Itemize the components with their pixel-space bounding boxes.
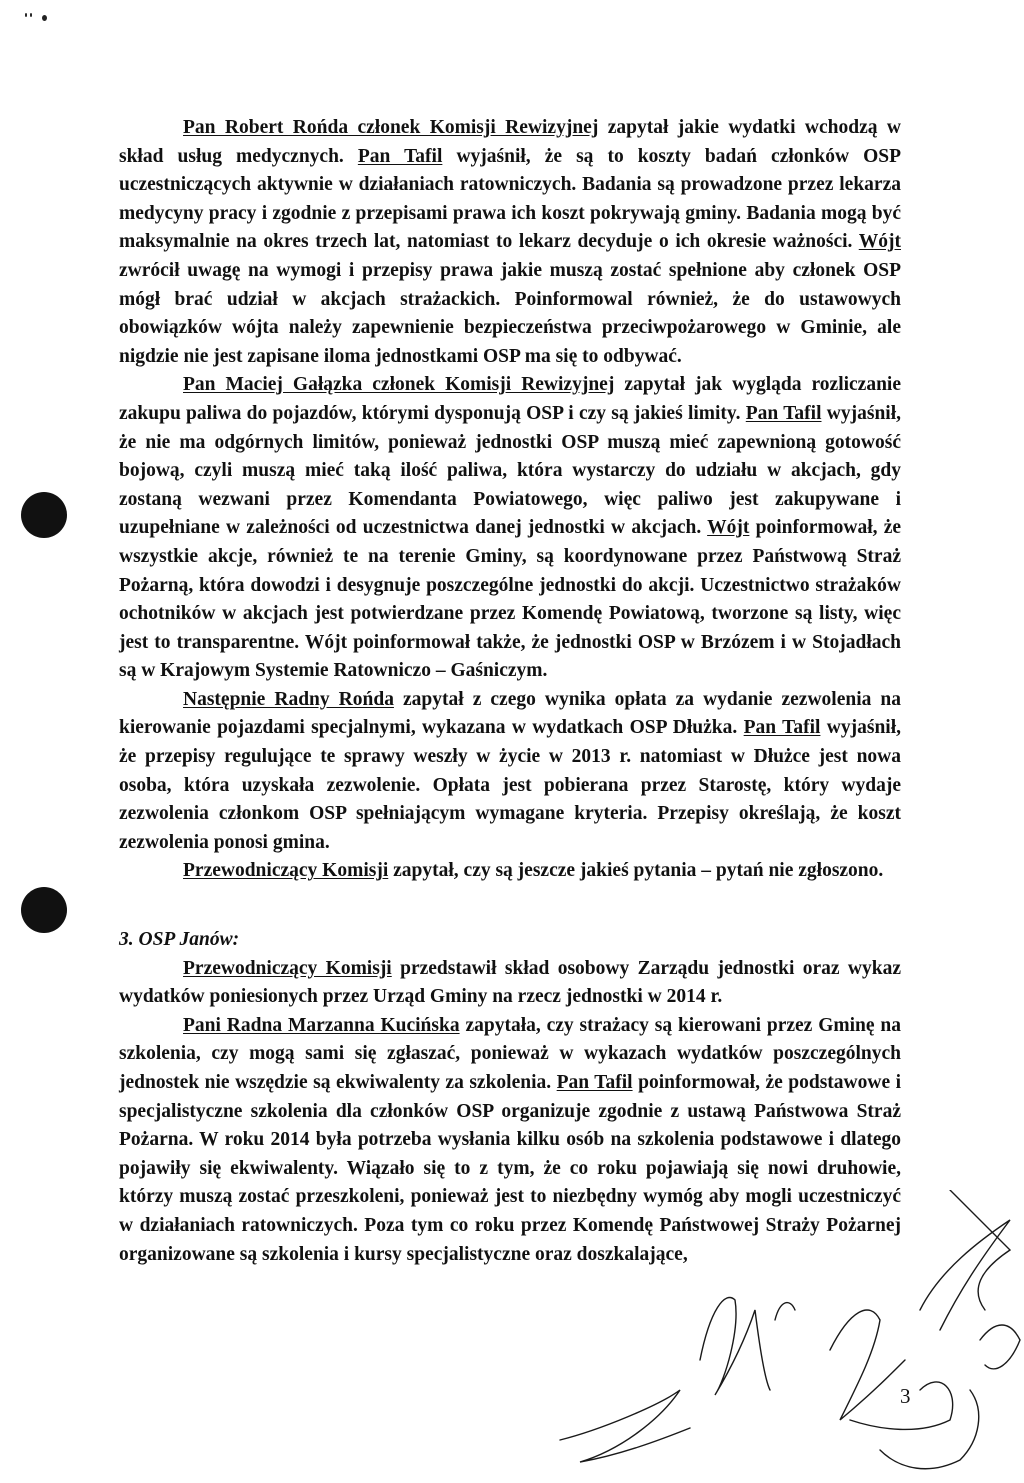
paragraph — [119, 955, 901, 1012]
text: zapytał jakie wydatki wchodzą w skład usług medycznych. — [119, 117, 902, 167]
speaker: Pan Robert Rońda członek Komisji Rewizyjnej — [183, 117, 599, 138]
speaker: Pan Tafil — [743, 717, 821, 739]
text: zapytał, czy są jeszcze jakieś pytania – pytań nie zgłoszono. — [393, 860, 884, 882]
document-body — [119, 114, 901, 1269]
scan-mark — [30, 13, 32, 17]
text: wyjaśnił, że są to koszty badań członków OSP uczestniczących aktywnie w działaniach ratowniczych. Badania są prowadzone przez lekarza medycyny pracy i zgodnie z przepisami prawa ich koszt pokrywają gminy. Badania mogą być maksymalnie na okres trzech lat, natomiast to lekarz decyduje o ich okresie ważności. — [119, 145, 902, 253]
text: zapytała, czy strażacy są kierowani przez Gminę na szkolenia, czy mogą sami się zgłaszać, ponieważ w wykazach wydatków poszczególnych jednostek nie wszędzie są ekwiwalenty za szkolenia. — [119, 1014, 902, 1093]
text: wyjaśnił, że nie ma odgórnych limitów, ponieważ jednostki OSP muszą mieć zapewnioną gotowość bojową, czyli muszą mieć taką ilość paliwa, która wystarczy do udziału w akcjach, gdy zostaną wezwani przez Komendanta Powiatowego, więc paliwo jest zakupywane i uzupełniane w zależności od uczestnictwa danej jednostki w akcjach. — [119, 402, 902, 539]
speaker: Wójt — [858, 231, 901, 253]
paragraph — [119, 114, 901, 371]
text: zapytał z czego wynika opłata za wydanie zezwolenia na kierowanie pojazdami specjalnymi, wykazana w wydatkach OSP Dłużka. — [119, 688, 901, 739]
speaker: Następnie Radny Rońda — [183, 688, 394, 710]
text: wyjaśnił, że przepisy regulujące te sprawy weszły w życie w 2013 r. natomiast w Dłużce jest nowa osoba, która uzyskała zezwolenie. Opłata jest pobierana przez Starostę, który wydaje zezwolenia członkom OSP spełniającym wymagane kryteria. Przepisy określają, że koszt zezwolenia ponosi gmina. — [119, 717, 902, 853]
text: zwrócił uwagę na wymogi i przepisy prawa jakie muszą zostać spełnione aby członek OSP mógł brać udział w akcjach strażackich. Poinformowal również, że do ustawowych obowiązków wójta należy zapewnienie bezpieczeństwa przeciwpożarowego w Gminie, ale nigdzie nie jest zapisane iloma jednostkami OSP ma się to odbywać. — [119, 259, 901, 367]
speaker: Pan Tafil — [556, 1072, 633, 1093]
punch-hole — [21, 887, 67, 933]
text: poinformował, że podstawowe i specjalistyczne szkolenia dla członków OSP organizuje zgodnie z ustawą Państwowa Straż Pożarna. W roku 2014 była potrzeba wysłania kilku osób na szkolenia podstawowe i dlatego pojawiły się ekwiwalenty. Wiązało się to z tym, że co roku pojawiają się nowi druhowie, którzy muszą zostać przeszkoleni, ponieważ jest to niezbędny wymóg aby mogli uczestniczyć w działaniach ratowniczych. Poza tym co roku przez Komendę Państwowej Straży Pożarnej organizowane są szkolenia i kursy specjalistyczne oraz doszkalające, — [119, 1072, 902, 1265]
punch-hole — [21, 492, 67, 538]
speaker: Pan Tafil — [357, 145, 443, 167]
paragraph — [119, 371, 901, 686]
speaker: Przewodniczący Komisji — [183, 957, 392, 979]
scan-mark — [25, 13, 27, 17]
speaker: Pan Tafil — [745, 402, 822, 424]
speaker: Pani Radna Marzanna Kucińska — [183, 1014, 460, 1036]
text: poinformował, że wszystkie akcje, również te na terenie Gminy, są koordynowane przez Państwową Straż Pożarną, która dowodzi i desygnuje poszczególne jednostki do akcji. Uczestnictwo strażaków ochotników w akcjach jest potwierdzane przez Komendę Powiatową, tworzone są listy, więc jest to transparentne. Wójt poinformował także, że jednostki OSP w Brzózem i w Stojadłach są w Krajowym Systemie Ratowniczo – Gaśniczym. — [119, 517, 902, 682]
scan-mark — [42, 15, 47, 21]
paragraph — [119, 686, 901, 858]
speaker: Pan Maciej Gałązka członek Komisji Rewizyjnej — [183, 374, 615, 396]
handwritten-signatures — [540, 1190, 1024, 1483]
paragraph — [119, 857, 901, 886]
speaker: Przewodniczący Komisji — [183, 860, 389, 882]
section-heading: 3. OSP Janów: — [119, 929, 240, 951]
speaker: Wójt — [707, 517, 750, 539]
page-number: 3 — [900, 1384, 911, 1408]
text: zapytał jak wygląda rozliczanie zakupu paliwa do pojazdów, którymi dysponują OSP i czy są jakieś limity. — [119, 374, 902, 424]
text: przedstawił skład osobowy Zarządu jednostki oraz wykaz wydatków poniesionych przez Urząd Gminy na rzecz jednostki w 2014 r. — [119, 957, 902, 1008]
